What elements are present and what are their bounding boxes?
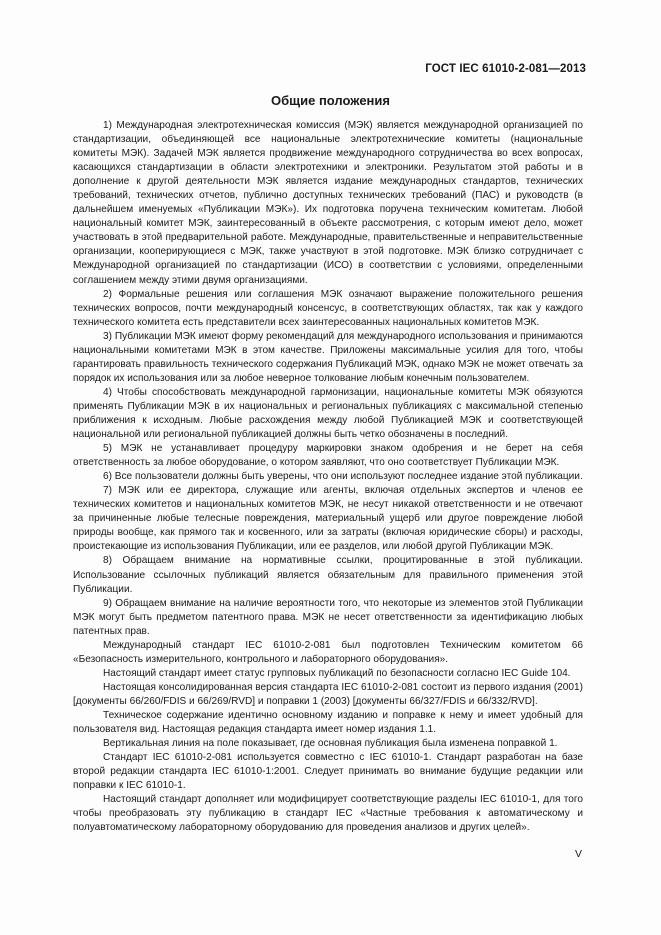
paragraph-consolidated: Настоящая консолидированная версия стандарта IEC 61010-2-081 состоит из первого издания (2001) [документы 66/260/FDIS и 66/269/RVD] и поправки 1 (2003) [документы 66/327/FDIS и 66/332/RVD]. (73, 681, 583, 707)
paragraph-3: 3) Публикации МЭК имеют форму рекомендаций для международного использования и принимаются национальными комитетами МЭК в этом качестве. Приложены максимальные усилия для того, чтобы гарантировать правильность технического содержания Публикаций МЭК, однако МЭК не может отвечать за порядок их использования или за любое неверное толкование любым конечным пользователем. (73, 330, 583, 384)
paragraph-technical-content: Техническое содержание идентично основному изданию и поправке к нему и имеет удобный для пользователя вид. Настоящая редакция стандарта имеет номер издания 1.1. (73, 709, 583, 736)
paragraph-1: 1) Международная электротехническая комиссия (МЭК) является международной организацией по стандартизации, объединяющей все национальные электротехнические комитеты (национальные комитеты МЭК). Задачей МЭК является продвижение международного сотрудничества во всех вопросах, касающихся стандартизации в области электротехники и электроники. Результатом этой работы и в дополнение к другой деятельности МЭК является издание международных стандартов, технических требований, технических отчетов, публично доступных технических требований (ПАС) и руководств (в дальнейшем именуемых «Публикации МЭК»). Их подготовка поручена техническим комитетам. Любой национальный комитет МЭК, заинтересованный в объекте рассмотрения, с которым имеют дело, может участвовать в этой предварительной работе. Международные, правительственные и неправительственные организации, кооперирующиеся с МЭК, также участвуют в этой подготовке. МЭК близко сотрудничает с Международной организацией по стандартизации (ИСО) в соответствии с условиями, определенными соглашением между этими двумя организациями. (73, 120, 583, 286)
paragraph-4: 4) Чтобы способствовать международной гармонизации, национальные комитеты МЭК обязуются применять Публикации МЭК в их национальных и региональных публикациях с максимальной степенью приближения к исходным. Любые расхождения между любой Публикацией МЭК и соответствующей национальной или региональной публикацией должны быть четко обозначены в последний. (73, 386, 583, 441)
paragraph-committee: Международный стандарт IEC 61010-2-081 был подготовлен Техническим комитетом 66 «Безопасность измерительного, контрольного и лабораторного оборудования». (73, 639, 583, 665)
paragraph-8: 8) Обращаем внимание на нормативные ссылки, процитированные в этой публикации. Использование ссылочных публикаций является обязательным для правильного применения этой Публикации. (73, 555, 583, 595)
paragraph-2: 2) Формальные решения или соглашения МЭК означают выражение положительного решения технических вопросов, почти международный консенсус, в соответствующих областях, так как у каждого технического комитета есть представители всех заинтересованных национальных комитетов МЭК. (73, 288, 583, 328)
standard-header: ГОСТ IEC 61010-2-081—2013 (425, 63, 586, 75)
body-text (73, 119, 583, 835)
paragraph-vertical-line: Вертикальная линия на поле показывает, где основная публикация была изменена поправкой 1. (103, 738, 558, 750)
paragraph-5: 5) МЭК не устанавливает процедуру маркировки знаком одобрения и не берет на себя ответственность за любое оборудование, о котором заявляют, что оно соответствует Публикации МЭК. (73, 443, 583, 469)
paragraph-6: 6) Все пользователи должны быть уверены, что они используют последнее издание этой публикации. (103, 471, 583, 483)
paragraph-usage: Стандарт IEC 61010-2-081 используется совместно с IEC 61010-1. Стандарт разработан на базе второй редакции стандарта IEC 61010-1:2001. Следует принимать во внимание будущие редакции или поправки к IEC 61010-1. (73, 752, 583, 792)
paragraph-7: 7) МЭК или ее директора, служащие или агенты, включая отдельных экспертов и членов ее технических комитетов и национальных комитетов МЭК, не несут никакой ответственности и не отвечают за причиненные любые телесные повреждения, материальный ущерб или другое повреждение любой природы вообще, как прямого так и косвенного, или за затраты (включая юридические сборы) и расходы, проистекающие из использования Публикации, или ее разделов, или любой другой Публикации МЭК. (73, 485, 583, 553)
paragraph-9: 9) Обращаем внимание на наличие вероятности того, что некоторые из элементов этой Публикации МЭК могут быть предметом патентного права. МЭК не несет ответственности за идентификацию любых патентных прав. (73, 597, 583, 637)
section-title: Общие положения (271, 93, 390, 108)
paragraph-supplement: Настоящий стандарт дополняет или модифицирует соответствующие разделы IEC 61010-1, для того чтобы преобразовать эту публикацию в стандарт IEC «Частные требования к автоматическому и полуавтоматическому лабораторному оборудованию для проведения анализов и других целей». (73, 794, 583, 834)
page-number: V (574, 848, 582, 860)
paragraph-status: Настоящий стандарт имеет статус групповых публикаций по безопасности согласно IEC Guide 104. (103, 667, 571, 679)
